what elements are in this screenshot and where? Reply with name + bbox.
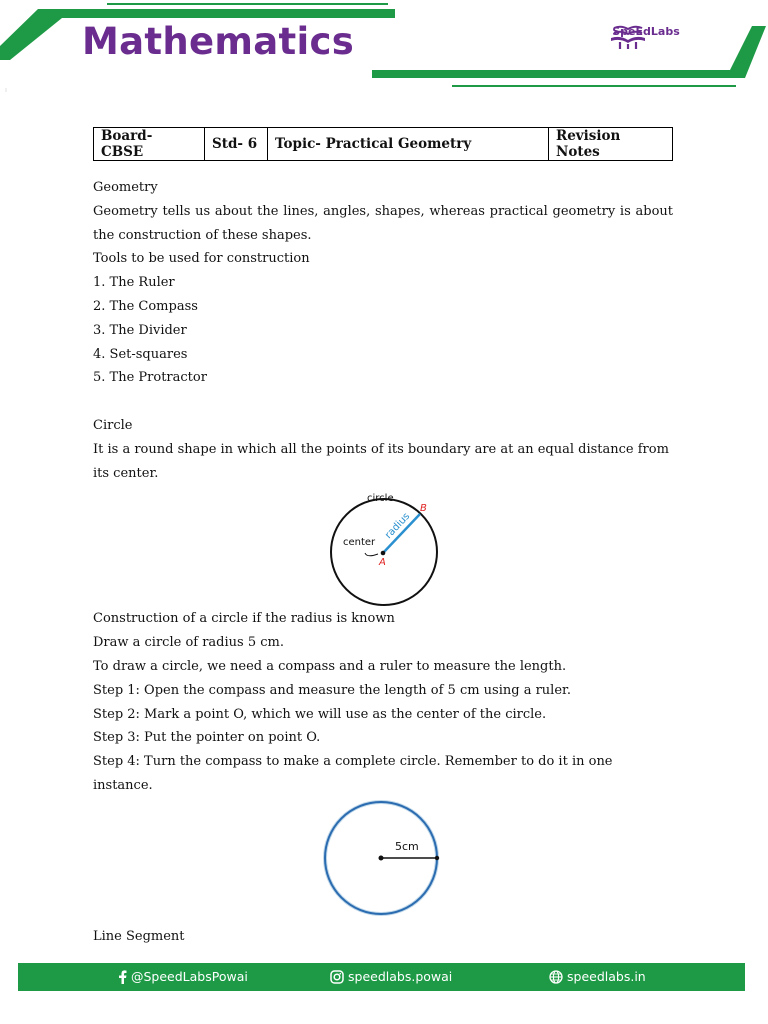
footer-facebook[interactable] — [118, 969, 248, 984]
tool-item: 4. Set-squares — [93, 346, 188, 362]
board-cell: Board- CBSE — [94, 128, 205, 161]
label-circle: circle — [367, 493, 394, 505]
label-center: center — [343, 537, 376, 549]
construction-line: Step 2: Mark a point O, which we will use as the center of the circle. — [93, 706, 547, 722]
website-url: speedlabs.in — [567, 969, 646, 984]
tool-item: 1. The Ruler — [93, 275, 175, 291]
tool-item: 5. The Protractor — [93, 370, 207, 386]
footer-instagram[interactable] — [330, 969, 452, 984]
facebook-handle: @SpeedLabsPowai — [131, 969, 248, 984]
topic-cell: Topic- Practical Geometry — [268, 128, 549, 161]
page-title: Mathematics — [82, 20, 355, 63]
geometry-text: Geometry tells us about the lines, angles, shapes, whereas practical geometry is about the construction of these shapes. — [93, 203, 673, 243]
edge-dot — [435, 856, 439, 860]
page-header — [0, 0, 768, 92]
instagram-handle: speedlabs.powai — [348, 969, 453, 984]
speedlabs-logo — [608, 24, 684, 70]
radius-label: 5cm — [395, 839, 419, 853]
info-table — [93, 127, 673, 161]
construction-line: Step 4: Turn the compass to make a complete circle. Remember to do it in one instance. — [93, 754, 613, 793]
geometry-heading: Geometry — [93, 180, 158, 195]
logo-text: SpeEdLabs — [612, 25, 680, 38]
line-segment-heading: Line Segment — [93, 928, 185, 944]
notes-cell: Revision Notes — [549, 128, 673, 161]
page-footer — [18, 963, 745, 991]
construction-line: Draw a circle of radius 5 cm. — [93, 635, 284, 651]
book-logo-icon — [608, 24, 648, 50]
center-dot — [379, 855, 384, 860]
tool-item: 2. The Compass — [93, 298, 198, 314]
circle-heading: Circle — [93, 417, 133, 433]
page-content — [93, 176, 673, 949]
std-cell: Std- 6 — [205, 128, 268, 161]
globe-icon — [549, 970, 563, 984]
tools-heading: Tools to be used for construction — [93, 251, 310, 267]
footer-website[interactable] — [549, 969, 646, 984]
circle-diagram — [323, 485, 443, 607]
construction-line: Step 3: Put the pointer on point O. — [93, 730, 321, 746]
center-arrow — [365, 553, 378, 556]
tool-item: 3. The Divider — [93, 322, 187, 338]
label-radius: radius — [383, 511, 413, 542]
circle-text: It is a round shape in which all the points of its boundary are at an equal distance from its center. — [93, 441, 669, 481]
label-a: A — [379, 557, 386, 569]
instagram-icon — [330, 970, 344, 984]
construction-line: Step 1: Open the compass and measure the length of 5 cm using a ruler. — [93, 682, 571, 698]
construction-heading: Construction of a circle if the radius is known — [93, 611, 395, 627]
spacer — [93, 390, 673, 414]
radius-diagram — [321, 798, 445, 916]
label-b: B — [420, 503, 427, 515]
center-dot — [381, 551, 386, 556]
facebook-icon — [118, 970, 127, 984]
construction-line: To draw a circle, we need a compass and a ruler to measure the length. — [93, 658, 567, 674]
